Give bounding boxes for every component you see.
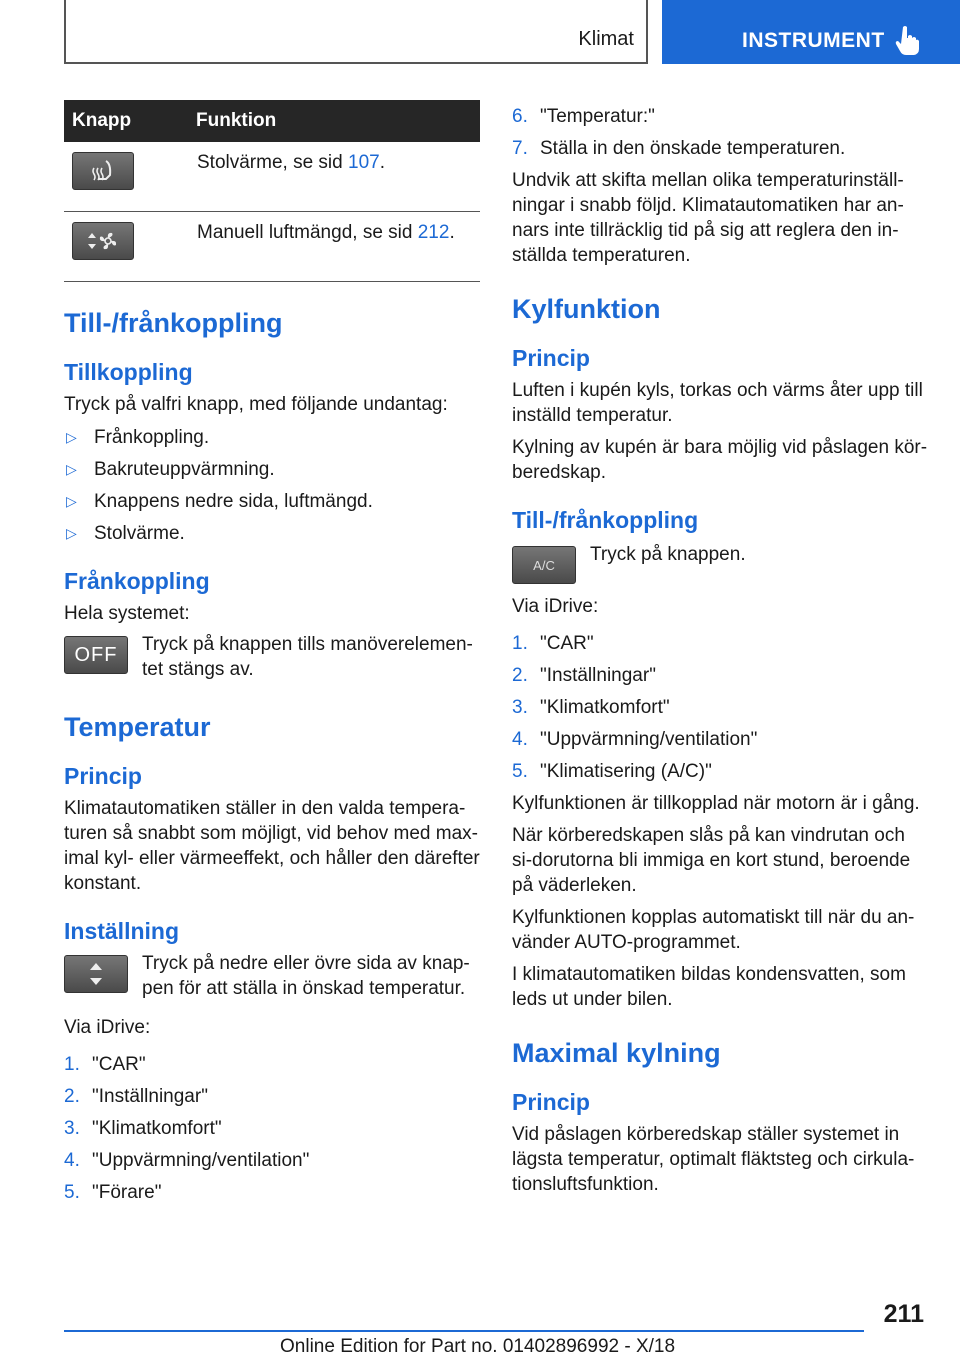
heading-on-off: Till-/frånkoppling (512, 507, 699, 533)
table-header-row (64, 100, 480, 142)
via-idrive-label: Via iDrive: (64, 1017, 151, 1038)
air-volume-icon (86, 229, 120, 253)
triangle-bullet-icon: ▷ (66, 461, 77, 477)
temp-button-row (64, 951, 480, 1001)
off-button-row (64, 632, 480, 682)
heading-temperature: Temperatur (64, 712, 211, 742)
left-column (64, 100, 480, 1212)
switch-off-text: Hela systemet: (64, 603, 190, 624)
cooling-info-4: I klimatautomatiken bildas kondensvatten, som leds ut under bilen. (512, 964, 906, 1010)
list-item: ▷ Stolvärme. (66, 523, 185, 544)
right-column (512, 104, 928, 1197)
heading-cooling: Kylfunktion (512, 294, 661, 324)
list-item: 1. "CAR" (512, 633, 594, 654)
list-item: 2. "Inställningar" (64, 1086, 208, 1107)
list-item: ▷ Bakruteuppvärmning. (66, 459, 275, 480)
heading-switch-on: Tillkoppling (64, 359, 193, 385)
list-item: 7. Ställa in den önskade temperaturen. (512, 138, 846, 159)
switch-on-text: Tryck på valfri knapp, med följande undantag: (64, 394, 448, 415)
list-item: 1. "CAR" (64, 1054, 146, 1075)
list-item: 5. "Klimatisering (A/C)" (512, 761, 712, 782)
idrive-steps (64, 1052, 480, 1205)
max-cooling-text: Vid påslagen körberedskap ställer systemet in lägsta temperatur, optimalt fläktsteg och cirkula-tionsluftsfunktion. (512, 1124, 915, 1195)
instrument-tab[interactable] (662, 0, 960, 64)
temperature-button (64, 955, 128, 993)
heading-principle: Princip (512, 1089, 590, 1115)
off-button: OFF (64, 636, 128, 674)
list-item: 3. "Klimatkomfort" (512, 697, 670, 718)
footer-divider (64, 1330, 864, 1332)
exception-list (64, 425, 480, 546)
via-idrive-label: Via iDrive: (512, 596, 599, 617)
page-number: 211 (883, 1300, 924, 1328)
list-item: ▷ Knappens nedre sida, luftmängd. (66, 491, 373, 512)
triangle-bullet-icon: ▷ (66, 429, 77, 445)
page-link-212[interactable]: 212 (417, 222, 450, 243)
cooling-info-1: Kylfunktionen är tillkopplad när motorn är i gång. (512, 793, 920, 814)
up-down-arrows-icon (87, 960, 105, 988)
setting-text: Tryck på nedre eller övre sida av knap-pen för att ställa in önskad temperatur. (142, 953, 470, 999)
ac-button-text: Tryck på knappen. (590, 544, 746, 565)
heading-principle: Princip (64, 763, 142, 789)
air-volume-button (72, 222, 134, 260)
heading-principle: Princip (512, 345, 590, 371)
list-item: ▷ Frånkoppling. (66, 427, 210, 448)
seat-heating-button (72, 152, 134, 190)
hand-pointer-icon (895, 25, 921, 55)
ac-button: A/C (512, 546, 576, 584)
instrument-tab-label: INSTRUMENT (742, 29, 885, 52)
heading-setting: Inställning (64, 918, 179, 944)
heading-switch-off: Frånkoppling (64, 568, 210, 594)
table-row: Manuell luftmängd, se sid 212. (64, 212, 480, 282)
idrive-steps-ac (512, 631, 928, 784)
avoid-text: Undvik att skifta mellan olika temperaturinställ-ningar i snabb följd. Klimatautomatiken har an-nars inte tillräcklig tid på sig att reglera den in-ställda temperaturen. (512, 170, 904, 266)
list-item: 6. "Temperatur:" (512, 106, 655, 127)
triangle-bullet-icon: ▷ (66, 493, 77, 509)
heading-max-cooling: Maximal kylning (512, 1038, 721, 1068)
cooling-info-2: När körberedskapen slås på kan vindrutan och si-dorutorna bli immiga en kort stund, beroende på väderleken. (512, 825, 911, 896)
list-item: 2. "Inställningar" (512, 665, 656, 686)
ac-button-row (512, 542, 928, 584)
idrive-steps-continued (512, 104, 928, 161)
button-function-table (64, 100, 480, 282)
table-row: Stolvärme, se sid 107. (64, 142, 480, 212)
cooling-text-1: Luften i kupén kyls, torkas och värms åter upp till inställd temperatur. (512, 380, 923, 426)
cooling-text-2: Kylning av kupén är bara möjlig vid påslagen kör-beredskap. (512, 437, 928, 483)
seat-heating-icon (88, 158, 118, 184)
table-header-button: Knapp (64, 100, 196, 142)
triangle-bullet-icon: ▷ (66, 525, 77, 541)
list-item: 4. "Uppvärmning/ventilation" (64, 1150, 310, 1171)
list-item: 5. "Förare" (64, 1182, 162, 1203)
list-item: 3. "Klimatkomfort" (64, 1118, 222, 1139)
table-header-function: Funktion (196, 100, 480, 142)
cooling-info-3: Kylfunktionen kopplas automatiskt till när du an-vänder AUTO-programmet. (512, 907, 915, 953)
principle-text: Klimatautomatiken ställer in den valda tempera-turen så snabbt som möjligt, vid behov med max-imal kyl- eller värmeeffekt, och håller den därefter konstant. (64, 798, 480, 894)
section-title: Klimat (578, 28, 634, 50)
footer-text: Online Edition for Part no. 01402896992 - X/18 (280, 1336, 676, 1357)
list-item: 4. "Uppvärmning/ventilation" (512, 729, 758, 750)
header-bar (64, 0, 648, 64)
heading-on-off: Till-/frånkoppling (64, 308, 283, 338)
off-button-text: Tryck på knappen tills manöverelemen-tet stängs av. (142, 634, 473, 680)
page-link-107[interactable]: 107 (348, 152, 380, 173)
